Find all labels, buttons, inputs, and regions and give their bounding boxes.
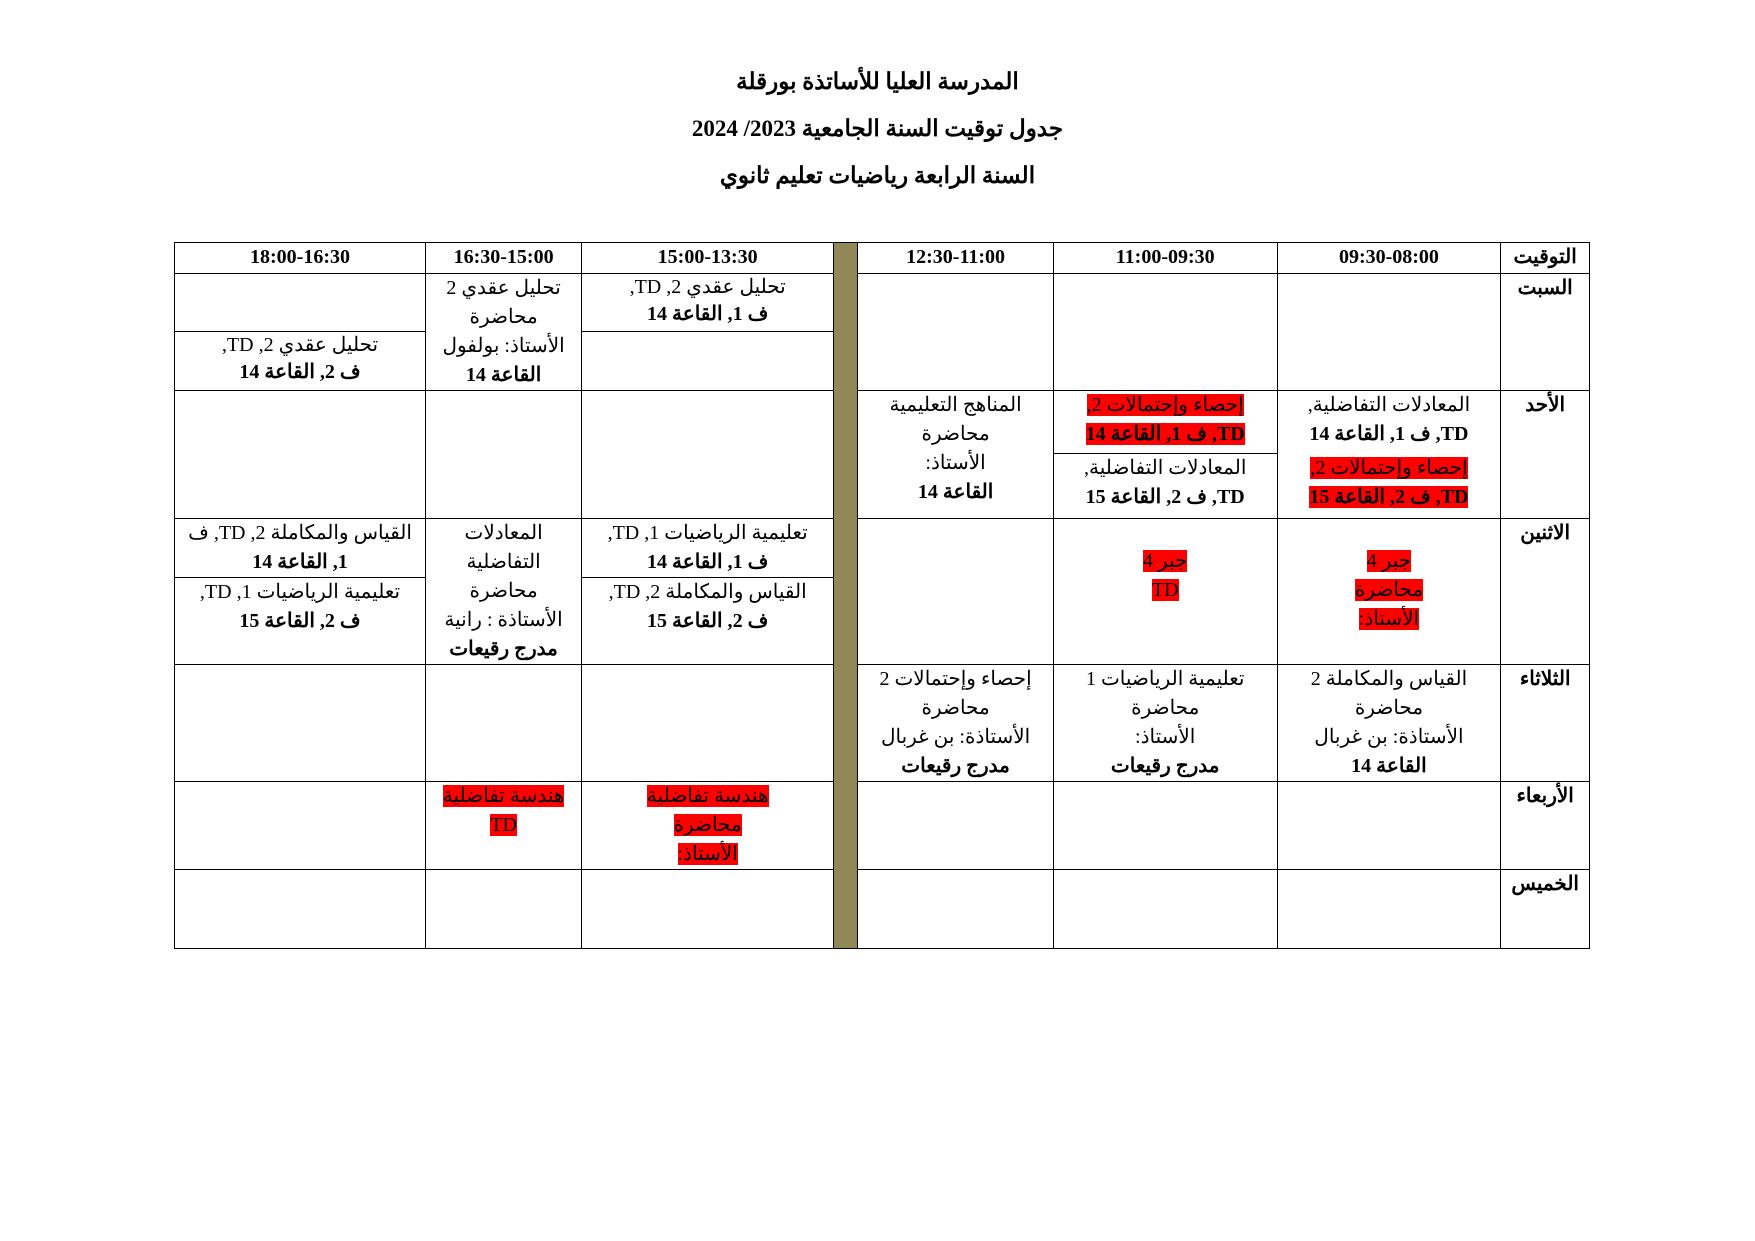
sun-slot-6 xyxy=(175,391,426,519)
mon-slot-5 xyxy=(425,519,581,665)
tue-c1-line4: القاعة 14 xyxy=(1351,755,1427,777)
day-row-thu xyxy=(175,870,1590,949)
wed-c4-line1: هندسة تفاضلية xyxy=(646,785,769,807)
mon-c5-line4: الأستاذة : رانية xyxy=(444,609,563,631)
sun-c2-line1: إحصاء وإحتمالات 2, xyxy=(1086,394,1244,416)
sat-c4-line1: تحليل عقدي 2, TD, xyxy=(629,276,786,298)
mon-slot-4 xyxy=(582,519,834,665)
sun-slot-5 xyxy=(425,391,581,519)
tue-slot-5 xyxy=(425,665,581,782)
sun-c2-line4: TD, ف 2, القاعة 15 xyxy=(1085,486,1245,508)
day-mon: الاثنين xyxy=(1501,519,1590,665)
sat-c5-line4: القاعة 14 xyxy=(465,364,542,386)
sun-slot-2 xyxy=(1053,391,1277,519)
thu-slot-6 xyxy=(175,870,426,949)
mon-c5-line5: مدرج رقيعات xyxy=(449,638,558,660)
sun-c1-line4: TD, ف 2, القاعة 15 xyxy=(1309,486,1469,508)
sun-slot-3 xyxy=(858,391,1054,519)
tue-c3-line3: الأستاذة: بن غربال xyxy=(880,726,1031,748)
mon-c1-line1: جبر 4 xyxy=(1366,550,1412,572)
slot-2-header: 11:00-09:30 xyxy=(1053,243,1277,274)
wed-c5-line2: TD xyxy=(490,814,517,836)
tue-c2-line2: محاضرة xyxy=(1131,697,1200,719)
sun-c1-line2: TD, ف 1, القاعة 14 xyxy=(1309,423,1469,445)
day-row-tue xyxy=(175,665,1590,782)
day-wed: الأربعاء xyxy=(1501,782,1590,870)
sat-c6-line2: ف 2, القاعة 14 xyxy=(239,361,361,383)
sun-c1-line1: المعادلات التفاضلية, xyxy=(1307,394,1471,416)
header-row xyxy=(175,243,1590,274)
sat-slot-5 xyxy=(425,274,581,391)
class-title: السنة الرابعة رياضيات تعليم ثانوي xyxy=(719,163,1036,188)
tue-c1-line3: الأستاذة: بن غربال xyxy=(1314,726,1464,748)
tue-slot-3 xyxy=(858,665,1054,782)
tue-c3-line4: مدرج رقيعات xyxy=(901,755,1010,777)
sun-slot-1 xyxy=(1277,391,1501,519)
tue-c2-line4: مدرج رقيعات xyxy=(1110,755,1220,777)
thu-slot-3 xyxy=(858,870,1054,949)
day-sat: السبت xyxy=(1501,274,1590,391)
time-header: التوقيت xyxy=(1501,243,1590,274)
mon-slot-2 xyxy=(1053,519,1277,665)
day-row-sat xyxy=(175,274,1590,391)
sat-slot-2 xyxy=(1053,274,1277,391)
sat-c5-line2: محاضرة xyxy=(469,306,538,328)
wed-slot-2 xyxy=(1053,782,1277,870)
mon-slot-1 xyxy=(1277,519,1501,665)
tue-c2-line1: تعليمية الرياضيات 1 xyxy=(1085,668,1245,690)
day-row-wed xyxy=(175,782,1590,870)
tue-slot-2 xyxy=(1053,665,1277,782)
day-tue: الثلاثاء xyxy=(1501,665,1590,782)
schedule-title: جدول توقيت السنة الجامعية 2023/ 2024 xyxy=(691,116,1064,141)
sat-c6-line1: تحليل عقدي 2, TD, xyxy=(221,334,379,356)
day-thu: الخميس xyxy=(1501,870,1590,949)
mon-c1-line3: الأستاذ: xyxy=(1358,608,1420,630)
sat-slot-6 xyxy=(175,274,426,391)
tue-c3-line1: إحصاء وإحتمالات 2 xyxy=(879,668,1032,690)
wed-slot-1 xyxy=(1277,782,1501,870)
mon-c6-line3: تعليمية الرياضيات 1, TD, xyxy=(199,581,401,603)
sun-c2-line2: TD, ف 1, القاعة 14 xyxy=(1085,423,1245,445)
mon-c4-line4: ف 2, القاعة 15 xyxy=(647,610,769,632)
mon-c2-line1: جبر 4 xyxy=(1142,550,1188,572)
mon-slot-3 xyxy=(858,519,1054,665)
mon-c1-line2: محاضرة xyxy=(1354,579,1424,601)
sun-c3-line1: المناهج التعليمية xyxy=(889,394,1022,416)
sun-c3-line3: الأستاذ: xyxy=(925,452,986,474)
slot-4-header: 15:00-13:30 xyxy=(582,243,834,274)
sun-c3-line4: القاعة 14 xyxy=(917,481,994,503)
slot-6-header: 18:00-16:30 xyxy=(175,243,426,274)
sat-c4-line2: ف 1, القاعة 14 xyxy=(647,303,769,325)
sat-slot-3 xyxy=(858,274,1054,391)
day-row-sun xyxy=(175,391,1590,519)
mon-c6-line2: 1, القاعة 14 xyxy=(252,551,348,573)
mon-c5-line1: المعادلات xyxy=(464,522,543,544)
tue-slot-6 xyxy=(175,665,426,782)
slot-5-header: 16:30-15:00 xyxy=(425,243,581,274)
wed-slot-4 xyxy=(582,782,834,870)
tue-c1-line2: محاضرة xyxy=(1354,697,1424,719)
wed-slot-3 xyxy=(858,782,1054,870)
mon-c5-line2: التفاضلية xyxy=(466,551,541,573)
mon-c6-line4: ف 2, القاعة 15 xyxy=(239,610,361,632)
mon-c2-line2: TD xyxy=(1151,579,1179,601)
sun-c2-line3: المعادلات التفاضلية, xyxy=(1084,457,1247,479)
day-row-mon xyxy=(175,519,1590,665)
wed-c5-line1: هندسة تفاضلية xyxy=(442,785,565,807)
mon-slot-6 xyxy=(175,519,426,665)
thu-slot-2 xyxy=(1053,870,1277,949)
tue-c1-line1: القياس والمكاملة 2 xyxy=(1310,668,1468,690)
mon-c4-line3: القياس والمكاملة 2, TD, xyxy=(608,581,807,603)
sun-c1-line3: إحصاء وإحتمالات 2, xyxy=(1310,457,1468,479)
tue-slot-4 xyxy=(582,665,834,782)
thu-slot-5 xyxy=(425,870,581,949)
mon-c4-line1: تعليمية الرياضيات 1, TD, xyxy=(607,522,808,544)
school-name: المدرسة العليا للأساتذة بورقلة xyxy=(736,69,1019,94)
tue-slot-1 xyxy=(1277,665,1501,782)
sat-c5-line1: تحليل عقدي 2 xyxy=(446,277,561,299)
wed-c4-line2: محاضرة xyxy=(673,814,742,836)
sat-slot-4 xyxy=(582,274,834,391)
schedule-table xyxy=(174,242,1590,949)
sun-c3-line2: محاضرة xyxy=(921,423,990,445)
wed-slot-5 xyxy=(425,782,581,870)
slot-3-header: 12:30-11:00 xyxy=(858,243,1054,274)
thu-slot-4 xyxy=(582,870,834,949)
page-header xyxy=(0,70,1755,211)
mon-c5-line3: محاضرة xyxy=(469,580,538,602)
sat-slot-1 xyxy=(1277,274,1501,391)
wed-c4-line3: الأستاذ: xyxy=(677,843,738,865)
sat-c5-line3: الأستاذ: بولفول xyxy=(442,335,565,357)
slot-1-header: 09:30-08:00 xyxy=(1277,243,1501,274)
wed-slot-6 xyxy=(175,782,426,870)
tue-c3-line2: محاضرة xyxy=(921,697,990,719)
thu-slot-1 xyxy=(1277,870,1501,949)
mon-c6-line1: القياس والمكاملة 2, TD, ف xyxy=(188,522,412,544)
day-sun: الأحد xyxy=(1501,391,1590,519)
lunch-separator xyxy=(834,243,858,949)
tue-c2-line3: الأستاذ: xyxy=(1135,726,1196,748)
mon-c4-line2: ف 1, القاعة 14 xyxy=(647,551,769,573)
sun-slot-4 xyxy=(582,391,834,519)
